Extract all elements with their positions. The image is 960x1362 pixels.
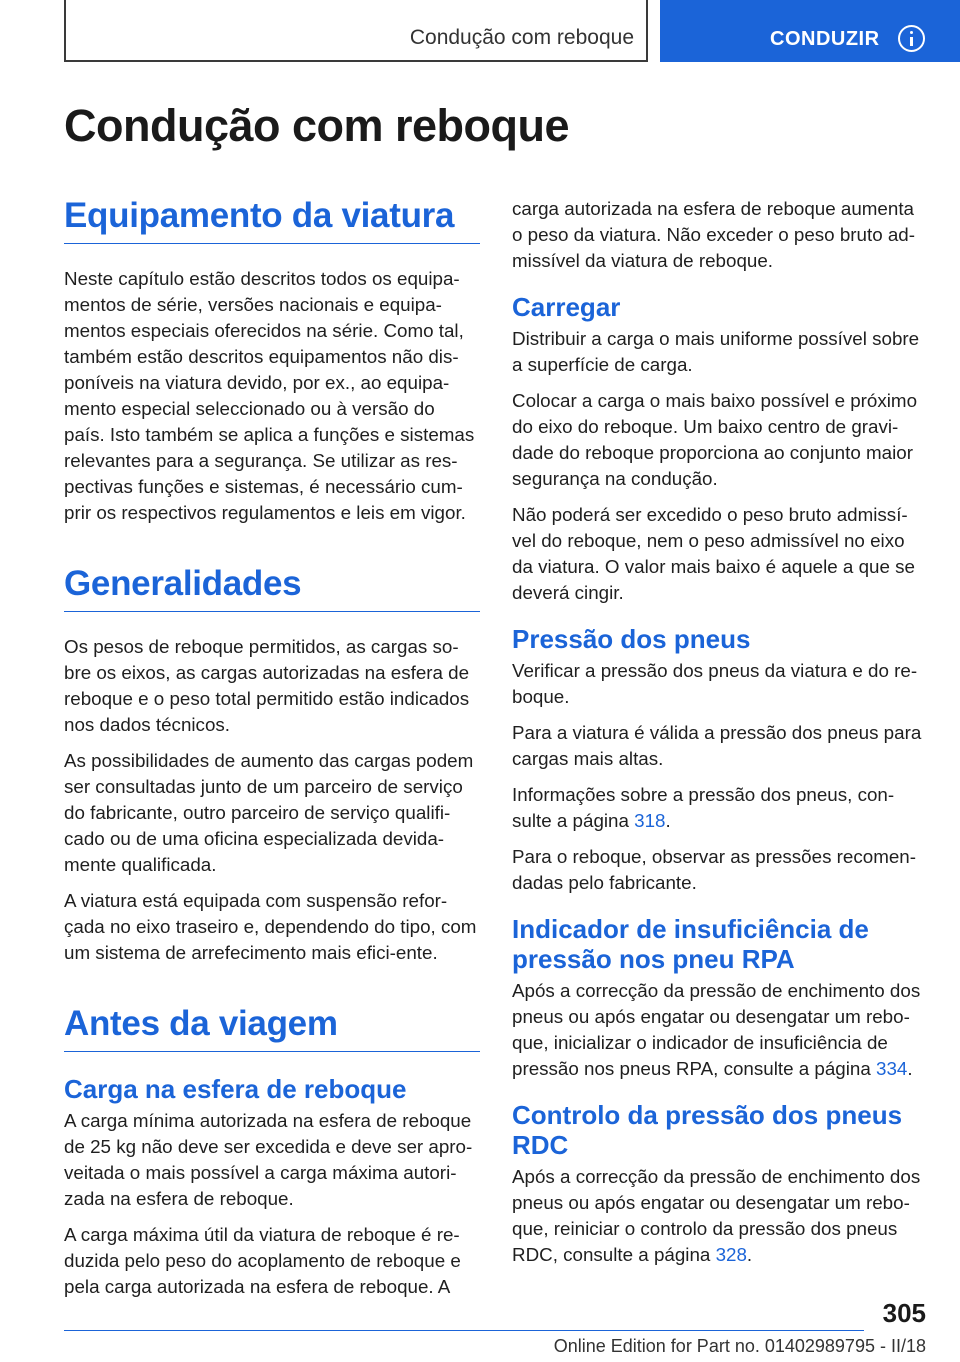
paragraph: A viatura está equipada com suspensão refor-çada no eixo traseiro e, dependendo do tipo, com um sistema de arrefecimento mais efici-ente. [64, 890, 477, 963]
paragraph [512, 1164, 928, 1268]
paragraph: Não poderá ser excedido o peso bruto admissí-vel do reboque, nem o peso admissível no eixo da viatura. O valor mais baixo é aquele a que se deverá cingir. [512, 504, 915, 603]
page-link-318[interactable]: 318 [634, 810, 666, 831]
subheading-carga-esfera: Carga na esfera de reboque [64, 1074, 407, 1104]
page-header [0, 0, 960, 66]
chapter-label: CONDUZIR [770, 28, 880, 50]
section-label: Condução com reboque [409, 26, 634, 49]
paragraph: Colocar a carga o mais baixo possível e próximo do eixo do reboque. Um baixo centro de gravi-dade do reboque proporciona ao conjunto maior segurança na condução. [512, 390, 918, 489]
page-link-334[interactable]: 334 [876, 1058, 908, 1079]
page-number: 305 [882, 1298, 926, 1328]
info-icon[interactable] [898, 25, 925, 52]
right-column [512, 196, 928, 1278]
paragraph: A carga mínima autorizada na esfera de reboque de 25 kg não deve ser excedida e deve ser apro-veitada o mais possível a carga máxima autori-zada na esfera de reboque. [64, 1110, 473, 1209]
section-tab [64, 0, 648, 62]
paragraph [512, 978, 928, 1082]
paragraph-text: Informações sobre a pressão dos pneus, con-sulte a página [512, 784, 895, 831]
footer-edition: Online Edition for Part no. 01402989795 - II/18 [553, 1336, 926, 1356]
paragraph-text: Após a correcção da pressão de enchimento dos pneus ou após engatar ou desengatar um rebo-que, reiniciar o controlo da pressão dos pneus RDC, consulte a página [512, 1166, 921, 1265]
paragraph-end: . [746, 1244, 753, 1265]
paragraph: Distribuir a carga o mais uniforme possível sobre a superfície de carga. [512, 328, 920, 375]
subheading-pressao-pneus: Pressão dos pneus [512, 624, 751, 654]
paragraph-end: . [907, 1058, 913, 1079]
footer-divider [64, 1330, 864, 1331]
paragraph: Os pesos de reboque permitidos, as cargas so-bre os eixos, as cargas autorizadas na esfera de reboque e o peso total permitido estão indicados nos dados técnicos. [64, 636, 470, 735]
paragraph: Verificar a pressão dos pneus da viatura e do re-boque. [512, 660, 918, 707]
left-column [64, 196, 480, 1310]
paragraph-text: Após a correcção da pressão de enchimento dos pneus ou após engatar ou desengatar um rebo-que, inicializar o indicador de insuficiência de pressão nos pneus RPA, consulte a página [512, 980, 921, 1079]
paragraph: Neste capítulo estão descritos todos os equipa-mentos de série, versões nacionais e equipa-mentos especiais oferecidos na série. Como tal, também estão descritos equipamentos não dis-poníveis na viatura devido, por ex., ao equipa-mento especial seleccionado ou à versão do país. Isto também se aplica a funções e sistemas relevantes para a segurança. Se utilizar as res-pectivas funções e sistemas, é necessário cum-prir os respectivos regulamentos e leis em vigor. [64, 268, 475, 523]
paragraph [512, 782, 928, 834]
paragraph: Para o reboque, observar as pressões recomen-dadas pelo fabricante. [512, 846, 917, 893]
subheading-rdc: Controlo da pressão dos pneus RDC [512, 1100, 903, 1160]
page-link-328[interactable]: 328 [715, 1244, 747, 1265]
paragraph: A carga máxima útil da viatura de reboque é re-duzida pelo peso do acoplamento de reboque e pela carga autorizada na esfera de reboque. A [64, 1224, 461, 1297]
paragraph: carga autorizada na esfera de reboque aumenta o peso da viatura. Não exceder o peso bruto ad-missível da viatura de reboque. [512, 198, 916, 271]
paragraph-end: . [665, 810, 671, 831]
section-heading-generalidades: Generalidades [64, 564, 480, 612]
subheading-carregar: Carregar [512, 292, 621, 322]
page-title: Condução com reboque [64, 100, 570, 151]
paragraph: Para a viatura é válida a pressão dos pneus para cargas mais altas. [512, 722, 922, 769]
section-heading-antes-da-viagem: Antes da viagem [64, 1004, 480, 1052]
subheading-rpa: Indicador de insuficiência de pressão nos pneu RPA [512, 914, 869, 974]
section-heading-equipamento: Equipamento da viatura [64, 196, 480, 244]
paragraph: As possibilidades de aumento das cargas podem ser consultadas junto de um parceiro de serviço do fabricante, outro parceiro de serviço qualifi-cado ou de uma oficina especializada devida-mente qualificada. [64, 750, 474, 875]
chapter-tab[interactable] [660, 0, 960, 62]
